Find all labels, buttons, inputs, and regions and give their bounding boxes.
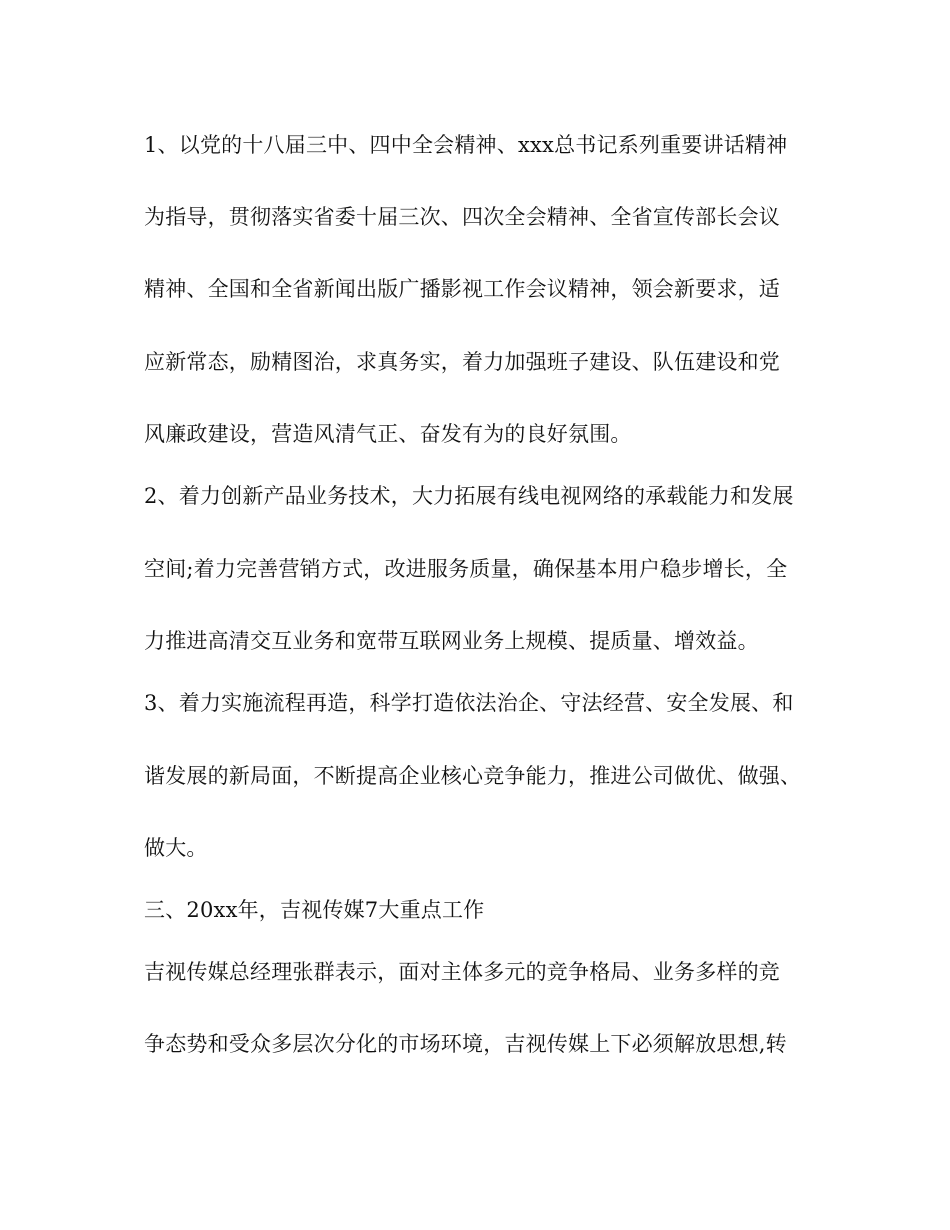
paragraph-4-line-1: 吉视传媒总经理张群表示，面对主体多元的竞争格局、业务多样的竞 (144, 960, 780, 984)
paragraph-1-line-5: 风廉政建设，营造风清气正、奋发有为的良好氛围。 (144, 422, 632, 446)
paragraph-2-line-3: 力推进高清交互业务和宽带互联网业务上规模、提质量、增效益。 (144, 629, 759, 653)
paragraph-3-line-1: 3、着力实施流程再造，科学打造依法治企、守法经营、安全发展、和 (144, 691, 794, 715)
paragraph-3-line-2: 谐发展的新局面，不断提高企业核心竞争能力，推进公司做优、做强、 (144, 764, 802, 788)
paragraph-1-line-1: 1、以党的十八届三中、四中全会精神、xxx总书记系列重要讲话精神 (144, 133, 788, 157)
paragraph-2-line-2: 空间;着力完善营销方式，改进服务质量，确保基本用户稳步增长，全 (144, 557, 788, 581)
section-heading: 三、20xx年，吉视传媒7大重点工作 (144, 898, 485, 922)
paragraph-1-line-2: 为指导，贯彻落实省委十届三次、四次全会精神、全省宣传部长会议 (144, 205, 780, 229)
paragraph-3-line-3: 做大。 (144, 836, 208, 860)
paragraph-4-line-2: 争态势和受众多层次分化的市场环境，吉视传媒上下必须解放思想,转 (144, 1032, 787, 1056)
paragraph-1-line-4: 应新常态，励精图治，求真务实，着力加强班子建设、队伍建设和党 (144, 350, 780, 374)
paragraph-2-line-1: 2、着力创新产品业务技术，大力拓展有线电视网络的承载能力和发展 (144, 484, 794, 508)
paragraph-1-line-3: 精神、全国和全省新闻出版广播影视工作会议精神，领会新要求，适 (144, 277, 780, 301)
